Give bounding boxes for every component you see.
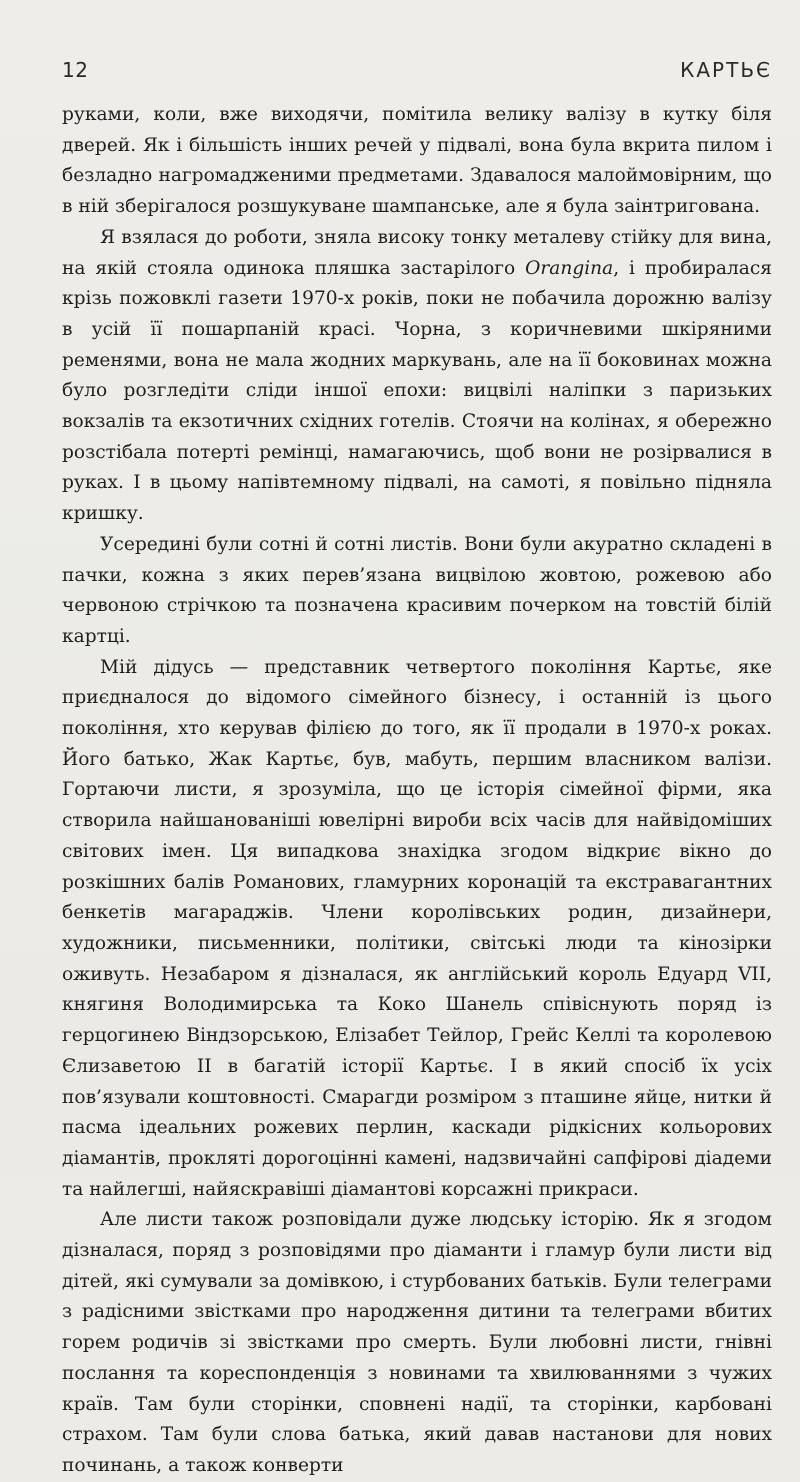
- paragraph-2: [62, 223, 772, 530]
- paragraph-2-text-b: , і пробиралася крізь пожовклі газети 1970-х років, поки не побачила дорожню валізу в усій її пошарпаній красі. Чорна, з коричневими шкіряними ременями, вона не мала жодних маркувань, але на її боковинах можна було розгледіти сліди іншої епохи: вицвілі наліпки з паризьких вокзалів та екзотичних східних готелів. Стоячи на колінах, я обережно розстібала потерті ремінці, намагаючись, щоб вони не розірвалися в руках. І в цьому напівтемному підвалі, на самоті, я повільно підняла кришку.: [62, 257, 772, 525]
- paragraph-4-text: Мій дідусь — представник четвертого покоління Картьє, яке приєдналося до відомого сімейного бізнесу, і останній із цього покоління, хто керував філією до того, як її продали в 1970-х роках. Його батько, Жак Картьє, був, мабуть, першим власником валізи. Гортаючи листи, я зрозуміла, що це історія сімейної фірми, яка створила найшанованіші ювелірні вироби всіх часів для найвідоміших світових імен. Ця випадкова знахідка згодом відкриє вікно до розкішних балів Романових, гламурних коронацій та екстравагантних бенкетів магараджів. Члени королівських родин, дизайнери, художники, письменники, політики, світські люди та кінозірки оживуть. Незабаром я дізналася, як англійський король Едуард VII, княгиня Володимирська та Коко Шанель співіснують поряд із герцогинею Віндзорською, Елізабет Тейлор, Грейс Келлі та королевою Єлизаветою II в багатій історії Картьє. І в який спосіб їх усіх пов’язували коштовності. Смарагди розміром з пташине яйце, нитки й пасма ідеальних рожевих перлин, каскади рідкісних кольорових діамантів, прокляті дорогоцінні камені, надзвичайні сапфірові діадеми та найлегші, найяскравіші діамантові корсажні прикраси.: [62, 656, 772, 1200]
- paragraph-3-text: Усередині були сотні й сотні листів. Вони були акуратно складені в пачки, кожна з яких перев’язана вицвілою жовтою, рожевою або червоною стрічкою та позначена красивим почерком на товстій білій картці.: [62, 533, 772, 647]
- paragraph-1-text: руками, коли, вже виходячи, помітила велику валізу в кутку біля дверей. Як і більшість інших речей у підвалі, вона була вкрита пилом і безладно нагромадженими предметами. Здавалося малоймовірним, що в ній зберігалося розшукуване шампанське, але я була заінтригована.: [62, 104, 772, 218]
- italic-brand-name: Orangina: [525, 257, 614, 279]
- paragraph-4: [62, 653, 772, 1206]
- page-number: 12: [62, 58, 89, 82]
- paragraph-3: [62, 530, 772, 653]
- running-title: КАРТЬЄ: [680, 58, 772, 82]
- paragraph-5: [62, 1205, 772, 1481]
- page-header: [62, 58, 772, 92]
- paragraph-5-text: Але листи також розповідали дуже людську історію. Як я згодом дізналася, поряд з розповідями про діаманти і гламур були листи від дітей, які сумували за домівкою, і стурбованих батьків. Були телеграми з радісними звістками про народження дитини та телеграми вбитих горем родичів зі звістками про смерть. Були любовні листи, гнівні послання та кореспонденція з новинами та хвилюваннями з чужих країв. Там були сторінки, сповнені надії, та сторінки, карбовані страхом. Там були слова батька, який давав настанови для нових починань, а також конверти: [62, 1209, 772, 1476]
- body-text: [62, 100, 772, 1482]
- paragraph-2-text-a: Я взялася до роботи, зняла високу тонку металеву стійку для вина, на якій стояла одинока пляшка застарілого: [62, 226, 772, 279]
- paragraph-1: [62, 100, 772, 223]
